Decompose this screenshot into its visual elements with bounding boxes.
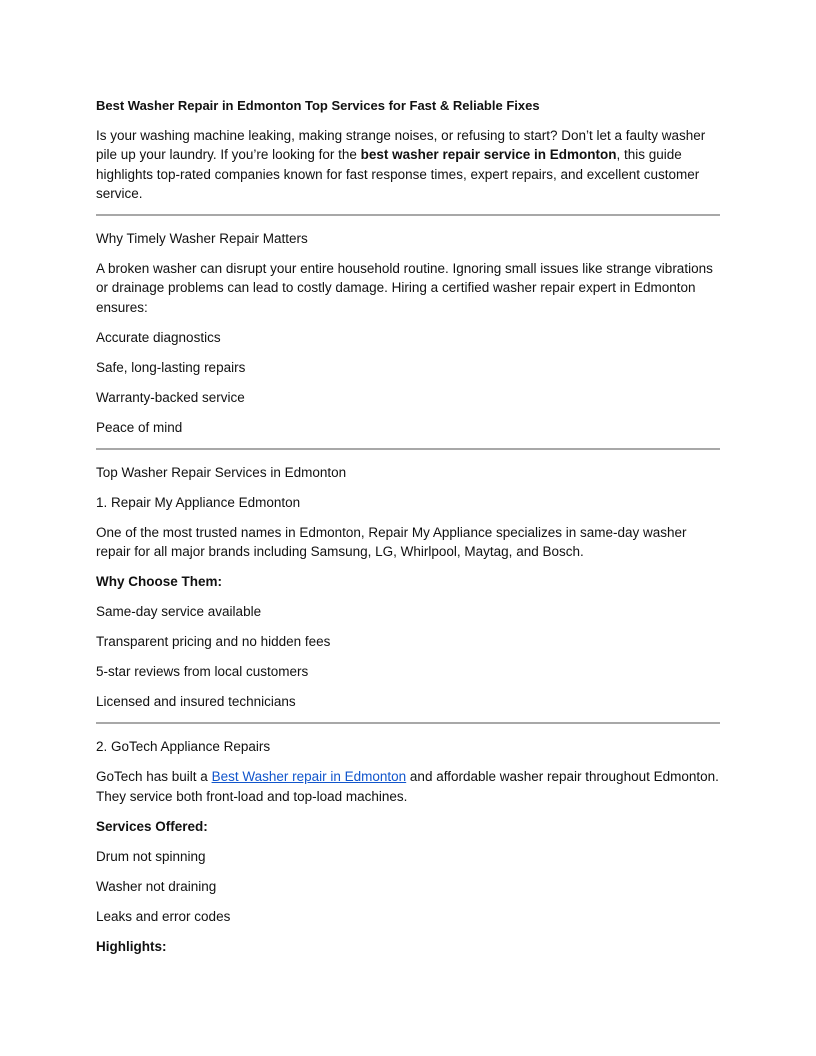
list-item: Washer not draining bbox=[96, 878, 217, 894]
section-heading-why: Why Timely Washer Repair Matters bbox=[96, 230, 308, 246]
company-2-name: 2. GoTech Appliance Repairs bbox=[96, 739, 271, 754]
intro-text-2: , this guide highlights top-rated companies known for fast response times, expert repairs, and excellent customer service. bbox=[96, 147, 700, 201]
intro-paragraph bbox=[96, 126, 720, 204]
list-item: Drum not spinning bbox=[96, 848, 206, 864]
list-item: Leaks and error codes bbox=[96, 908, 231, 924]
highlights-label: Highlights: bbox=[96, 938, 167, 954]
washer-repair-link[interactable]: Best Washer repair in Edmonton bbox=[211, 769, 407, 784]
section-heading-top: Top Washer Repair Services in Edmonton bbox=[96, 464, 347, 480]
horizontal-rule bbox=[96, 722, 720, 724]
horizontal-rule bbox=[96, 214, 720, 216]
list-item: Transparent pricing and no hidden fees bbox=[96, 634, 331, 649]
list-item: Accurate diagnostics bbox=[96, 329, 221, 345]
list-item: Licensed and insured technicians bbox=[96, 694, 296, 709]
company-2-description bbox=[96, 767, 720, 806]
company-2-desc-after: and affordable washer repair throughout Edmonton. They service both front-load and top-load machines. bbox=[96, 769, 719, 804]
company-1-name: 1. Repair My Appliance Edmonton bbox=[96, 494, 301, 510]
why-choose-label: Why Choose Them: bbox=[96, 574, 223, 589]
list-item: Warranty-backed service bbox=[96, 389, 245, 405]
list-item: Peace of mind bbox=[96, 419, 183, 435]
why-paragraph: A broken washer can disrupt your entire household routine. Ignoring small issues like strange vibrations or drainage problems can lead to costly damage. Hiring a certified washer repair expert in Edmonton ensures: bbox=[96, 260, 713, 315]
list-item: Same-day service available bbox=[96, 604, 262, 619]
list-item: 5-star reviews from local customers bbox=[96, 664, 309, 679]
services-offered-label: Services Offered: bbox=[96, 818, 208, 834]
horizontal-rule bbox=[96, 448, 720, 450]
intro-bold-text: best washer repair service in Edmonton bbox=[360, 147, 617, 162]
intro-text-1: Is your washing machine leaking, making strange noises, or refusing to start? Don’t let a faulty washer pile up your laundry. If you’re looking for the bbox=[96, 127, 706, 162]
document-body bbox=[96, 96, 720, 967]
company-1-description: One of the most trusted names in Edmonton, Repair My Appliance specializes in same-day washer repair for all major brands including Samsung, LG, Whirlpool, Maytag, and Bosch. bbox=[96, 524, 687, 559]
document-title: Best Washer Repair in Edmonton Top Services for Fast & Reliable Fixes bbox=[96, 98, 540, 113]
list-item: Safe, long-lasting repairs bbox=[96, 359, 246, 375]
company-2-desc-before: GoTech has built a bbox=[96, 769, 212, 784]
